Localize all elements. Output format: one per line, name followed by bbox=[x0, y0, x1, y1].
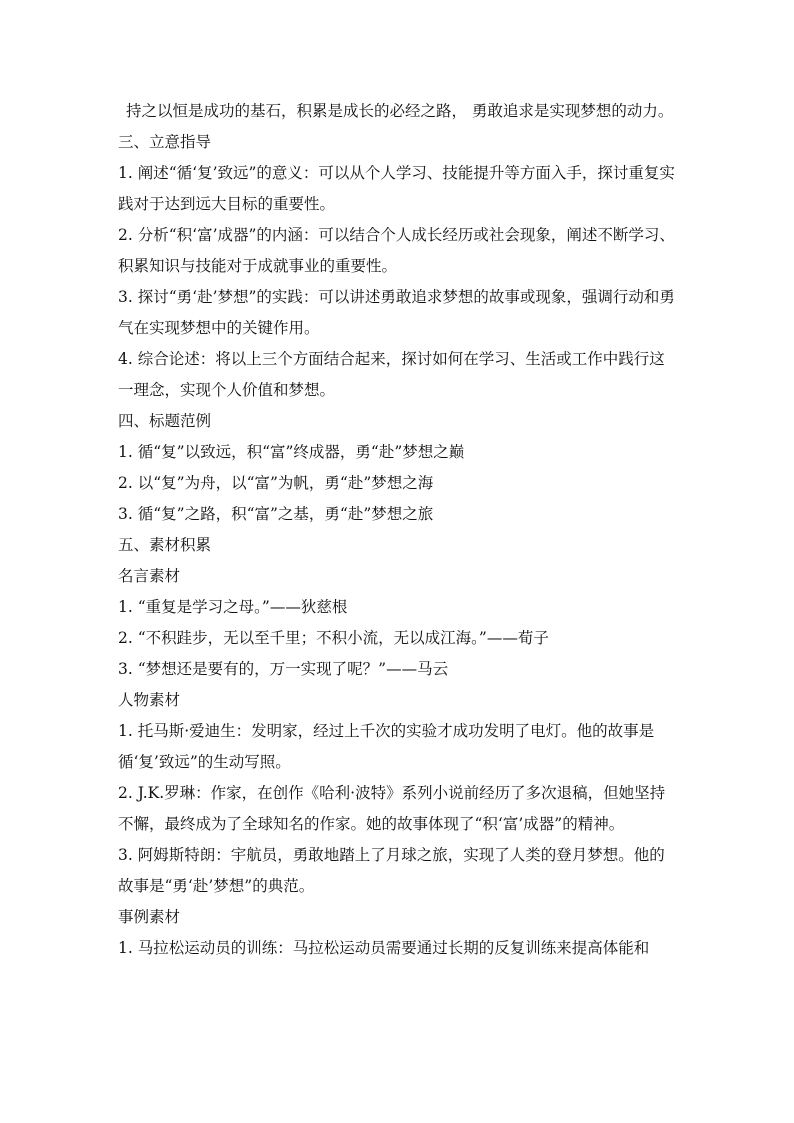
subheading-people: 人物素材 bbox=[118, 691, 181, 709]
guidance-item-2: 2. 分析“积‘富’成器”的内涵：可以结合个人成长经历或社会现象，阐述不断学习、积累知识与技能对于成就事业的重要性。 bbox=[118, 226, 675, 275]
quote-item-1: 1. “重复是学习之母。”——狄慈根 bbox=[118, 598, 348, 616]
guidance-item-1: 1. 阐述“循‘复’致远”的意义：可以从个人学习、技能提升等方面入手，探讨重复实践对于达到远大目标的重要性。 bbox=[118, 164, 675, 213]
quote-item-2: 2. “不积跬步，无以至千里；不积小流，无以成江海。”——荀子 bbox=[118, 629, 549, 647]
section-heading-4: 四、标题范例 bbox=[118, 412, 212, 430]
quote-item-3: 3. “梦想还是要有的，万一实现了呢？”——马云 bbox=[118, 660, 449, 678]
case-item-1: 1. 马拉松运动员的训练：马拉松运动员需要通过长期的反复训练来提高体能和 bbox=[118, 939, 650, 957]
section-heading-5: 五、素材积累 bbox=[118, 536, 212, 554]
guidance-item-3: 3. 探讨“勇‘赴’梦想”的实践：可以讲述勇敢追求梦想的故事或现象，强调行动和勇气在实现梦想中的关键作用。 bbox=[118, 288, 675, 337]
document-page bbox=[118, 96, 678, 964]
people-item-3: 3. 阿姆斯特朗：宇航员，勇敢地踏上了月球之旅，实现了人类的登月梦想。他的故事是“勇‘赴’梦想”的典范。 bbox=[118, 846, 665, 895]
people-item-2: 2. J.K.罗琳：作家，在创作《哈利·波特》系列小说前经历了多次退稿，但她坚持不懈，最终成为了全球知名的作家。她的故事体现了“积‘富’成器”的精神。 bbox=[118, 784, 666, 833]
subheading-quotes: 名言素材 bbox=[118, 567, 181, 585]
title-example-3: 3. 循“复”之路，积“富”之基，勇“赴”梦想之旅 bbox=[118, 505, 434, 523]
intro-paragraph: 持之以恒是成功的基石，积累是成长的必经之路， 勇敢追求是实现梦想的动力。 bbox=[126, 102, 674, 120]
title-example-1: 1. 循“复”以致远，积“富”终成器，勇“赴”梦想之巅 bbox=[118, 443, 465, 461]
guidance-item-4: 4. 综合论述：将以上三个方面结合起来，探讨如何在学习、生活或工作中践行这一理念，实现个人价值和梦想。 bbox=[118, 350, 665, 399]
title-example-2: 2. 以“复”为舟，以“富”为帆，勇“赴”梦想之海 bbox=[118, 474, 434, 492]
subheading-cases: 事例素材 bbox=[118, 908, 181, 926]
people-item-1: 1. 托马斯·爱迪生：发明家，经过上千次的实验才成功发明了电灯。他的故事是循‘复’致远”的生动写照。 bbox=[118, 722, 655, 771]
section-heading-3: 三、立意指导 bbox=[118, 133, 212, 151]
